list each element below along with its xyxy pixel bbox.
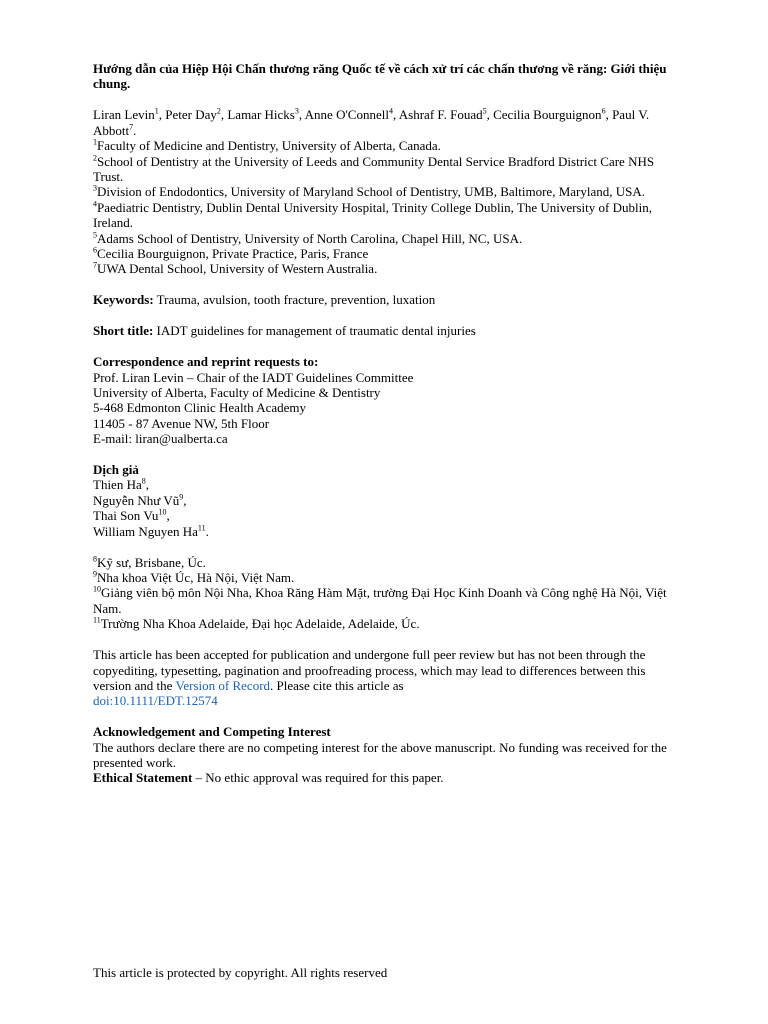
translator-affiliation-item <box>93 555 683 570</box>
author-separator: , <box>298 107 305 123</box>
affiliation-text: Division of Endodontics, University of Maryland School of Dentistry, UMB, Baltimore, Maryland, USA. <box>97 184 645 200</box>
translator-separator: . <box>205 523 209 539</box>
author-affiliation-marker: 4 <box>388 106 393 116</box>
ethical-label: Ethical Statement <box>93 770 193 786</box>
acknowledgement-text: The authors declare there are no competing interest for the above manuscript. No funding was received for the presented work. <box>93 739 667 771</box>
correspondence-line: 11405 - 87 Avenue NW, 5th Floor <box>93 415 270 431</box>
author-affiliation-marker: 3 <box>294 106 299 116</box>
accepted-notice <box>93 647 683 709</box>
translator-affiliation-marker: 10 <box>93 585 101 595</box>
author-separator: , <box>392 107 399 123</box>
author-separator: . <box>133 122 137 138</box>
affiliation-text: School of Dentistry at the University of Leeds and Community Dental Service Bradford District Care NHS Trust. <box>93 153 655 184</box>
accepted-notice-text: This article has been accepted for publication and undergone full peer review but has not been through the copyediting, typesetting, pagination and proofreading process, which may lead to differences between this version and the <box>93 647 646 693</box>
author-affiliation-marker: 5 <box>482 106 487 116</box>
version-of-record-link[interactable]: Version of Record <box>175 677 271 693</box>
ethical-text: – No ethic approval was required for this paper. <box>192 770 444 786</box>
author-name: Cecilia Bourguignon <box>493 107 602 123</box>
article-title: Hướng dẫn của Hiệp Hội Chấn thương răng Quốc tế về cách xử trí các chấn thương về răng: Giới thiệu chung. <box>93 61 667 92</box>
affiliation-text: Cecilia Bourguignon, Private Practice, Paris, France <box>97 245 369 261</box>
affiliation-item <box>93 154 683 185</box>
translator-name: Thai Son Vu <box>93 508 159 524</box>
keywords-text: Trauma, avulsion, tooth fracture, prevention, luxation <box>153 292 436 308</box>
translator-affiliation-marker: 9 <box>93 569 97 579</box>
affiliation-marker: 6 <box>93 245 97 255</box>
translator-item <box>93 524 683 539</box>
translator-affiliation-text: Kỹ sư, Brisbane, Úc. <box>97 554 206 570</box>
translator-affiliation-marker: 10 <box>158 507 167 517</box>
translator-affiliation-marker: 8 <box>93 554 97 564</box>
affiliation-item <box>93 246 683 261</box>
affiliation-marker: 3 <box>93 184 97 194</box>
author-name: Liran Levin <box>93 107 155 123</box>
author-separator: , <box>158 107 166 123</box>
correspondence-heading: Correspondence and reprint requests to: <box>93 354 319 370</box>
translator-affiliation-text: Trường Nha Khoa Adelaide, Đại học Adelaide, Adelaide, Úc. <box>100 616 420 632</box>
affiliation-marker: 7 <box>93 261 97 271</box>
translator-affiliation-text: Giảng viên bộ môn Nội Nha, Khoa Răng Hàm Mặt, trường Đại Học Kinh Doanh và Công nghệ Hà Nội, Việt Nam. <box>93 585 667 616</box>
affiliation-marker: 1 <box>93 137 97 147</box>
affiliation-item <box>93 200 683 231</box>
author-affiliation-marker: 7 <box>129 122 134 132</box>
article-page <box>93 61 683 786</box>
translators <box>93 462 683 539</box>
affiliation-text: Adams School of Dentistry, University of North Carolina, Chapel Hill, NC, USA. <box>97 230 523 246</box>
translator-name: William Nguyen Ha <box>93 523 198 539</box>
translator-list <box>93 477 683 539</box>
translators-heading: Dịch giả <box>93 462 139 478</box>
correspondence-line: Prof. Liran Levin – Chair of the IADT Guidelines Committee <box>93 369 414 385</box>
author-affiliation-marker: 1 <box>154 106 159 116</box>
affiliation-item <box>93 138 683 153</box>
affiliation-item <box>93 231 683 246</box>
correspondence-line: University of Alberta, Faculty of Medicine & Dentistry <box>93 384 381 400</box>
translator-affiliation-item <box>93 570 683 585</box>
correspondence-email: E-mail: liran@ualberta.ca <box>93 431 228 447</box>
author-separator: , <box>220 107 228 123</box>
accepted-notice-cite: . Please cite this article as <box>270 677 404 693</box>
affiliation-text: Faculty of Medicine and Dentistry, University of Alberta, Canada. <box>97 138 441 154</box>
translator-affiliation-text: Nha khoa Việt Úc, Hà Nội, Việt Nam. <box>97 569 295 585</box>
copyright-footer: This article is protected by copyright. All rights reserved <box>93 965 388 980</box>
translator-affiliation-marker: 11 <box>197 523 206 533</box>
author-name: Peter Day <box>165 107 217 123</box>
translator-affiliation-marker: 8 <box>141 477 146 487</box>
author-name: Anne O'Connell <box>304 107 389 123</box>
translator-name: Thien Ha <box>93 477 142 493</box>
author-separator: , <box>605 107 613 123</box>
author-affiliation-marker: 2 <box>216 106 221 116</box>
doi-link[interactable]: doi:10.1111/EDT.12574 <box>93 693 218 709</box>
short-title-label: Short title: <box>93 323 154 339</box>
author-name: Ashraf F. Fouad <box>398 107 483 123</box>
affiliation-marker: 5 <box>93 230 97 240</box>
affiliation-list <box>93 138 683 277</box>
keywords-label: Keywords: <box>93 292 154 308</box>
author-separator: , <box>486 107 494 123</box>
translator-name: Nguyễn Như Vũ <box>93 492 180 508</box>
affiliation-item <box>93 261 683 276</box>
translator-affiliation-marker: 9 <box>179 492 184 502</box>
translator-affiliation-item <box>93 616 683 631</box>
translator-affiliation-list <box>93 555 683 632</box>
author-name: Lamar Hicks <box>227 107 295 123</box>
translator-separator: , <box>145 477 149 493</box>
translator-separator: , <box>183 492 187 508</box>
acknowledgement <box>93 724 683 786</box>
translator-affiliation-marker: 11 <box>93 615 101 625</box>
translator-item <box>93 493 683 508</box>
author-list <box>93 107 683 138</box>
affiliation-marker: 4 <box>93 199 97 209</box>
translator-item <box>93 477 683 492</box>
affiliation-marker: 2 <box>93 153 97 163</box>
translator-item <box>93 508 683 523</box>
keywords <box>93 292 683 307</box>
ethical-statement <box>93 770 683 785</box>
author-name: Paul V. Abbott <box>93 107 650 138</box>
affiliation-item <box>93 184 683 199</box>
affiliation-text: UWA Dental School, University of Western Australia. <box>97 261 378 277</box>
short-title <box>93 323 683 338</box>
translator-separator: , <box>166 508 170 524</box>
short-title-text: IADT guidelines for management of traumatic dental injuries <box>153 323 476 339</box>
correspondence <box>93 354 683 446</box>
author-affiliation-marker: 6 <box>601 106 606 116</box>
translator-affiliation-item <box>93 585 683 616</box>
acknowledgement-heading: Acknowledgement and Competing Interest <box>93 724 331 740</box>
correspondence-line: 5-468 Edmonton Clinic Health Academy <box>93 400 307 416</box>
affiliation-text: Paediatric Dentistry, Dublin Dental University Hospital, Trinity College Dublin, The University of Dublin, Ireland. <box>93 199 652 231</box>
